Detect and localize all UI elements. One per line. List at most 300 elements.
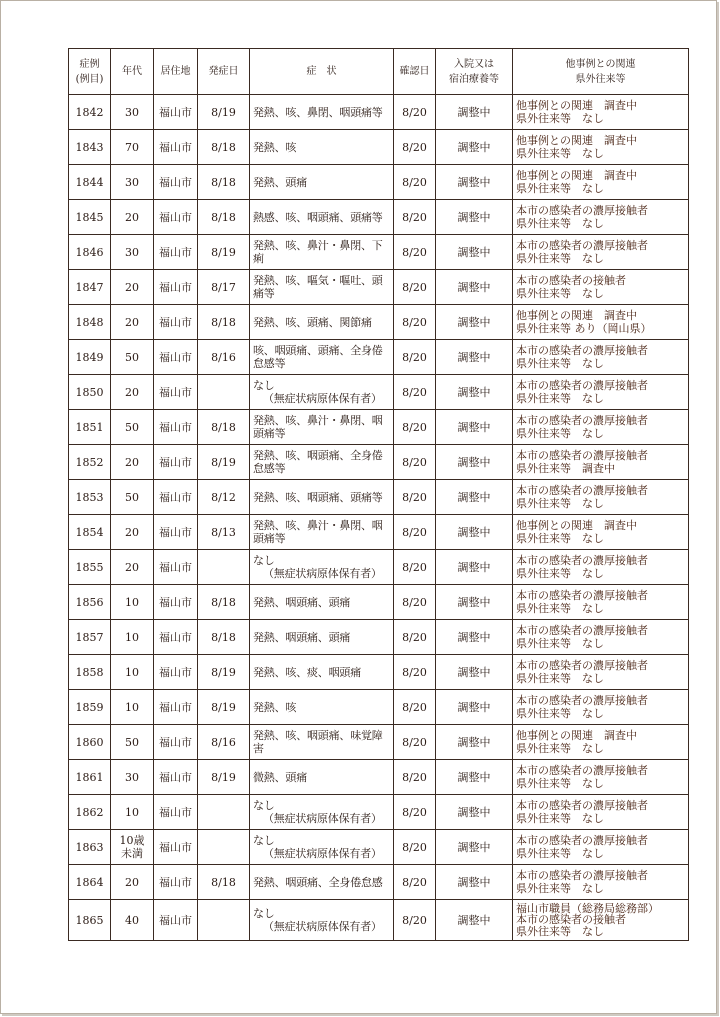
age-group: 50 — [111, 340, 154, 375]
relation-line: 本市の感染者の濃厚接触者 — [516, 449, 648, 462]
relation — [513, 95, 689, 130]
confirmed-date: 8/20 — [394, 130, 436, 165]
relation-line: 県外往来等 なし — [516, 812, 604, 825]
relation — [513, 620, 689, 655]
relation — [513, 165, 689, 200]
hospital-status: 調整中 — [436, 655, 513, 690]
header-hospital: 入院又は 宿泊療養等 — [436, 49, 513, 95]
table-row — [69, 865, 689, 900]
age-group: 50 — [111, 725, 154, 760]
hospital-status: 調整中 — [436, 725, 513, 760]
symptoms — [250, 865, 394, 900]
onset-date: 8/12 — [198, 480, 250, 515]
confirmed-date: 8/20 — [394, 515, 436, 550]
case-number: 1845 — [69, 200, 111, 235]
relation — [513, 655, 689, 690]
age-group: 20 — [111, 865, 154, 900]
onset-date: 8/19 — [198, 95, 250, 130]
relation-line: 本市の感染者の濃厚接触者 — [516, 554, 648, 567]
hospital-status: 調整中 — [436, 410, 513, 445]
confirmed-date: 8/20 — [394, 165, 436, 200]
hospital-status: 調整中 — [436, 900, 513, 941]
hospital-status: 調整中 — [436, 550, 513, 585]
onset-date: 8/18 — [198, 865, 250, 900]
relation-line: 県外往来等 なし — [516, 672, 604, 685]
age-group: 20 — [111, 550, 154, 585]
residence: 福山市 — [154, 865, 198, 900]
symptoms-line: なし — [253, 554, 275, 567]
case-number: 1854 — [69, 515, 111, 550]
confirmed-date: 8/20 — [394, 200, 436, 235]
relation-line: 県外往来等 なし — [516, 532, 604, 545]
table-row — [69, 200, 689, 235]
case-number: 1864 — [69, 865, 111, 900]
relation-line: 本市の感染者の濃厚接触者 — [516, 344, 648, 357]
relation — [513, 200, 689, 235]
relation-line: 本市の感染者の濃厚接触者 — [516, 484, 648, 497]
header-onset: 発症日 — [198, 49, 250, 95]
symptoms-line: 痢 — [253, 252, 264, 265]
relation-line: 県外往来等 なし — [516, 882, 604, 895]
relation-line: 本市の感染者の濃厚接触者 — [516, 834, 648, 847]
symptoms-line: （無症状病原体保有者） — [263, 567, 382, 580]
symptoms-line: 発熱、頭痛 — [253, 175, 307, 189]
header-symptoms: 症 状 — [250, 49, 394, 95]
relation-line: 他事例との関連 調査中 — [516, 134, 637, 147]
case-number: 1843 — [69, 130, 111, 165]
hospital-status: 調整中 — [436, 830, 513, 865]
confirmed-date: 8/20 — [394, 270, 436, 305]
relation — [513, 900, 689, 941]
relation-line: 本市の感染者の濃厚接触者 — [516, 589, 648, 602]
symptoms-line: 発熱、咳、鼻汁・鼻閉、下 — [253, 239, 383, 252]
table-row — [69, 900, 689, 941]
hospital-status: 調整中 — [436, 200, 513, 235]
symptoms — [250, 270, 394, 305]
onset-date: 8/19 — [198, 655, 250, 690]
table-row — [69, 375, 689, 410]
symptoms-line: 発熱、咳 — [253, 700, 297, 714]
confirmed-date: 8/20 — [394, 725, 436, 760]
relation-line: 県外往来等 なし — [516, 637, 604, 650]
table-row — [69, 655, 689, 690]
confirmed-date: 8/20 — [394, 340, 436, 375]
age-group: 30 — [111, 235, 154, 270]
residence: 福山市 — [154, 235, 198, 270]
relation-line: 本市の感染者の濃厚接触者 — [516, 764, 648, 777]
hospital-status: 調整中 — [436, 515, 513, 550]
symptoms-line: （無症状病原体保有者） — [263, 392, 382, 405]
hospital-status: 調整中 — [436, 305, 513, 340]
symptoms-line: なし — [253, 907, 275, 920]
hospital-status: 調整中 — [436, 270, 513, 305]
relation — [513, 795, 689, 830]
symptoms — [250, 795, 394, 830]
relation — [513, 830, 689, 865]
case-number: 1846 — [69, 235, 111, 270]
symptoms — [250, 375, 394, 410]
case-number: 1855 — [69, 550, 111, 585]
relation-line: 県外往来等 なし — [516, 112, 604, 125]
symptoms — [250, 235, 394, 270]
residence: 福山市 — [154, 830, 198, 865]
relation — [513, 585, 689, 620]
residence: 福山市 — [154, 515, 198, 550]
table-row — [69, 725, 689, 760]
relation — [513, 550, 689, 585]
table-row — [69, 270, 689, 305]
relation — [513, 340, 689, 375]
onset-date: 8/19 — [198, 235, 250, 270]
residence: 福山市 — [154, 130, 198, 165]
relation-line: 県外往来等 なし — [516, 567, 604, 580]
case-number: 1851 — [69, 410, 111, 445]
residence: 福山市 — [154, 760, 198, 795]
onset-date — [198, 375, 250, 410]
symptoms-line: 咳、咽頭痛、頭痛、全身倦 — [253, 344, 383, 357]
case-number: 1862 — [69, 795, 111, 830]
table-row — [69, 340, 689, 375]
residence: 福山市 — [154, 795, 198, 830]
age-group: 10 — [111, 585, 154, 620]
case-table — [68, 48, 689, 941]
confirmed-date: 8/20 — [394, 445, 436, 480]
onset-date: 8/18 — [198, 620, 250, 655]
case-number: 1863 — [69, 830, 111, 865]
relation-line: 本市の感染者の濃厚接触者 — [516, 239, 648, 252]
relation-line: 他事例との関連 調査中 — [516, 99, 637, 112]
table-row — [69, 410, 689, 445]
header-case: 症例 (例目) — [69, 49, 111, 95]
hospital-status: 調整中 — [436, 340, 513, 375]
table-row — [69, 620, 689, 655]
case-number: 1848 — [69, 305, 111, 340]
confirmed-date: 8/20 — [394, 760, 436, 795]
onset-date: 8/13 — [198, 515, 250, 550]
symptoms — [250, 165, 394, 200]
case-number: 1860 — [69, 725, 111, 760]
table-row — [69, 235, 689, 270]
table-row — [69, 760, 689, 795]
hospital-status: 調整中 — [436, 690, 513, 725]
table-row — [69, 445, 689, 480]
hospital-status: 調整中 — [436, 585, 513, 620]
symptoms-line: なし — [253, 834, 275, 847]
relation — [513, 270, 689, 305]
symptoms-line: 痛等 — [253, 287, 275, 300]
onset-date: 8/17 — [198, 270, 250, 305]
onset-date: 8/16 — [198, 725, 250, 760]
relation — [513, 130, 689, 165]
onset-date: 8/19 — [198, 760, 250, 795]
residence: 福山市 — [154, 480, 198, 515]
symptoms — [250, 760, 394, 795]
onset-date: 8/18 — [198, 305, 250, 340]
residence: 福山市 — [154, 410, 198, 445]
relation-line: 県外往来等 なし — [516, 147, 604, 160]
onset-date: 8/19 — [198, 690, 250, 725]
symptoms-line: 発熱、咽頭痛、頭痛 — [253, 595, 351, 609]
symptoms-line: なし — [253, 799, 275, 812]
relation-line: 県外往来等 なし — [516, 497, 604, 510]
symptoms-line: （無症状病原体保有者） — [263, 847, 382, 860]
onset-date — [198, 550, 250, 585]
relation-line: 県外往来等 なし — [516, 847, 604, 860]
symptoms-line: なし — [253, 379, 275, 392]
confirmed-date: 8/20 — [394, 235, 436, 270]
age-group: 20 — [111, 200, 154, 235]
symptoms-line: 発熱、咳、咽頭痛、頭痛等 — [253, 490, 383, 504]
symptoms-line: 発熱、咳、頭痛、関節痛 — [253, 315, 372, 329]
symptoms-line: 発熱、咳、嘔気・嘔吐、頭 — [253, 274, 383, 287]
age-group: 10歳 未満 — [111, 830, 154, 865]
relation-line: 本市の感染者の濃厚接触者 — [516, 659, 648, 672]
age-group: 10 — [111, 795, 154, 830]
confirmed-date: 8/20 — [394, 95, 436, 130]
relation-line: 県外往来等 なし — [516, 742, 604, 755]
relation-line: 県外往来等 なし — [516, 217, 604, 230]
case-number: 1852 — [69, 445, 111, 480]
age-group: 30 — [111, 95, 154, 130]
relation-line: 県外往来等 なし — [516, 357, 604, 370]
hospital-status: 調整中 — [436, 445, 513, 480]
symptoms — [250, 95, 394, 130]
case-number: 1865 — [69, 900, 111, 941]
table-row — [69, 165, 689, 200]
case-number: 1844 — [69, 165, 111, 200]
relation-line: 県外往来等 なし — [516, 602, 604, 615]
relation-line: 福山市職員（総務局総務部） — [516, 901, 659, 915]
symptoms — [250, 550, 394, 585]
table-row — [69, 830, 689, 865]
hospital-status: 調整中 — [436, 130, 513, 165]
relation — [513, 865, 689, 900]
symptoms — [250, 200, 394, 235]
residence: 福山市 — [154, 900, 198, 941]
symptoms-line: 発熱、咽頭痛、頭痛 — [253, 630, 351, 644]
residence: 福山市 — [154, 165, 198, 200]
relation-line: 本市の感染者の接触者 — [516, 913, 626, 927]
age-group: 20 — [111, 445, 154, 480]
symptoms — [250, 655, 394, 690]
relation — [513, 410, 689, 445]
symptoms-line: 頭痛等 — [253, 532, 286, 545]
residence: 福山市 — [154, 270, 198, 305]
header-residence: 居住地 — [154, 49, 198, 95]
residence: 福山市 — [154, 655, 198, 690]
residence: 福山市 — [154, 95, 198, 130]
age-group: 20 — [111, 515, 154, 550]
case-number: 1861 — [69, 760, 111, 795]
symptoms — [250, 830, 394, 865]
age-group: 20 — [111, 375, 154, 410]
symptoms-line: 発熱、咳、鼻汁・鼻閉、咽 — [253, 414, 383, 427]
table-row — [69, 305, 689, 340]
symptoms — [250, 900, 394, 941]
case-number: 1858 — [69, 655, 111, 690]
confirmed-date: 8/20 — [394, 900, 436, 941]
header-relation: 他事例との関連 県外往来等 — [513, 49, 689, 95]
relation-line: 県外往来等 なし — [516, 924, 604, 938]
relation — [513, 445, 689, 480]
symptoms-line: （無症状病原体保有者） — [263, 920, 382, 933]
case-number: 1859 — [69, 690, 111, 725]
age-group: 10 — [111, 655, 154, 690]
relation-line: 県外往来等 なし — [516, 392, 604, 405]
residence: 福山市 — [154, 550, 198, 585]
residence: 福山市 — [154, 445, 198, 480]
symptoms — [250, 480, 394, 515]
symptoms-line: 頭痛等 — [253, 427, 286, 440]
symptoms-line: 発熱、咳、痰、咽頭痛 — [253, 665, 361, 679]
relation — [513, 480, 689, 515]
case-number: 1856 — [69, 585, 111, 620]
relation-line: 県外往来等 なし — [516, 287, 604, 300]
header-age: 年代 — [111, 49, 154, 95]
hospital-status: 調整中 — [436, 235, 513, 270]
header-confirmed: 確認日 — [394, 49, 436, 95]
symptoms-line: 怠感等 — [253, 357, 286, 370]
table-row — [69, 95, 689, 130]
age-group: 50 — [111, 480, 154, 515]
case-number: 1849 — [69, 340, 111, 375]
residence: 福山市 — [154, 585, 198, 620]
relation-line: 県外往来等 なし — [516, 427, 604, 440]
symptoms-line: 発熱、咳、鼻汁・鼻閉、咽 — [253, 519, 383, 532]
residence: 福山市 — [154, 200, 198, 235]
symptoms-line: 熱感、咳、咽頭痛、頭痛等 — [253, 210, 383, 224]
hospital-status: 調整中 — [436, 95, 513, 130]
onset-date — [198, 900, 250, 941]
hospital-status: 調整中 — [436, 760, 513, 795]
onset-date: 8/18 — [198, 585, 250, 620]
relation-line: 本市の感染者の濃厚接触者 — [516, 414, 648, 427]
case-number: 1847 — [69, 270, 111, 305]
symptoms — [250, 725, 394, 760]
relation-line: 県外往来等 調査中 — [516, 462, 615, 475]
age-group: 10 — [111, 620, 154, 655]
symptoms — [250, 305, 394, 340]
hospital-status: 調整中 — [436, 375, 513, 410]
residence: 福山市 — [154, 305, 198, 340]
table-row — [69, 795, 689, 830]
relation — [513, 690, 689, 725]
relation-line: 本市の感染者の濃厚接触者 — [516, 379, 648, 392]
case-number: 1853 — [69, 480, 111, 515]
symptoms-line: 怠感等 — [253, 462, 286, 475]
confirmed-date: 8/20 — [394, 305, 436, 340]
symptoms-line: 微熱、頭痛 — [253, 770, 307, 784]
relation — [513, 305, 689, 340]
symptoms-line: 発熱、咳、鼻閉、咽頭痛等 — [253, 105, 383, 119]
symptoms-line: 害 — [253, 742, 264, 755]
onset-date — [198, 795, 250, 830]
relation — [513, 515, 689, 550]
table-row — [69, 690, 689, 725]
confirmed-date: 8/20 — [394, 690, 436, 725]
relation-line: 本市の感染者の濃厚接触者 — [516, 624, 648, 637]
table-row — [69, 585, 689, 620]
residence: 福山市 — [154, 375, 198, 410]
symptoms — [250, 445, 394, 480]
relation-line: 他事例との関連 調査中 — [516, 169, 637, 182]
residence: 福山市 — [154, 690, 198, 725]
hospital-status: 調整中 — [436, 620, 513, 655]
age-group: 10 — [111, 690, 154, 725]
relation-line: 他事例との関連 調査中 — [516, 729, 637, 742]
symptoms — [250, 690, 394, 725]
hospital-status: 調整中 — [436, 165, 513, 200]
age-group: 30 — [111, 760, 154, 795]
table-row — [69, 480, 689, 515]
relation-line: 県外往来等 あり（岡山県） — [516, 322, 652, 335]
case-number: 1850 — [69, 375, 111, 410]
symptoms-line: 発熱、咽頭痛、全身倦怠感 — [253, 875, 383, 889]
table-row — [69, 130, 689, 165]
residence: 福山市 — [154, 725, 198, 760]
symptoms — [250, 515, 394, 550]
hospital-status: 調整中 — [436, 865, 513, 900]
age-group: 50 — [111, 410, 154, 445]
table-row — [69, 515, 689, 550]
confirmed-date: 8/20 — [394, 375, 436, 410]
relation-line: 県外往来等 なし — [516, 707, 604, 720]
symptoms-line: 発熱、咳、咽頭痛、全身倦 — [253, 449, 383, 462]
table-header-row — [69, 49, 689, 95]
confirmed-date: 8/20 — [394, 795, 436, 830]
relation-line: 県外往来等 なし — [516, 252, 604, 265]
symptoms — [250, 340, 394, 375]
hospital-status: 調整中 — [436, 795, 513, 830]
relation-line: 本市の感染者の濃厚接触者 — [516, 204, 648, 217]
relation-line: 県外往来等 なし — [516, 182, 604, 195]
confirmed-date: 8/20 — [394, 550, 436, 585]
relation-line: 他事例との関連 調査中 — [516, 519, 637, 532]
relation — [513, 375, 689, 410]
confirmed-date: 8/20 — [394, 410, 436, 445]
confirmed-date: 8/20 — [394, 830, 436, 865]
onset-date: 8/19 — [198, 445, 250, 480]
age-group: 20 — [111, 305, 154, 340]
age-group: 20 — [111, 270, 154, 305]
onset-date: 8/18 — [198, 200, 250, 235]
hospital-status: 調整中 — [436, 480, 513, 515]
relation-line: 本市の感染者の濃厚接触者 — [516, 694, 648, 707]
confirmed-date: 8/20 — [394, 585, 436, 620]
relation — [513, 235, 689, 270]
residence: 福山市 — [154, 340, 198, 375]
relation-line: 本市の感染者の接触者 — [516, 274, 626, 287]
symptoms-line: 発熱、咳 — [253, 140, 297, 154]
age-group: 40 — [111, 900, 154, 941]
relation — [513, 760, 689, 795]
relation — [513, 725, 689, 760]
table-row — [69, 550, 689, 585]
symptoms — [250, 585, 394, 620]
confirmed-date: 8/20 — [394, 480, 436, 515]
symptoms-line: 発熱、咳、咽頭痛、味覚障 — [253, 729, 383, 742]
onset-date: 8/18 — [198, 410, 250, 445]
case-number: 1857 — [69, 620, 111, 655]
residence: 福山市 — [154, 620, 198, 655]
age-group: 70 — [111, 130, 154, 165]
onset-date: 8/18 — [198, 165, 250, 200]
confirmed-date: 8/20 — [394, 620, 436, 655]
relation-line: 本市の感染者の濃厚接触者 — [516, 799, 648, 812]
onset-date: 8/18 — [198, 130, 250, 165]
case-number: 1842 — [69, 95, 111, 130]
onset-date: 8/16 — [198, 340, 250, 375]
